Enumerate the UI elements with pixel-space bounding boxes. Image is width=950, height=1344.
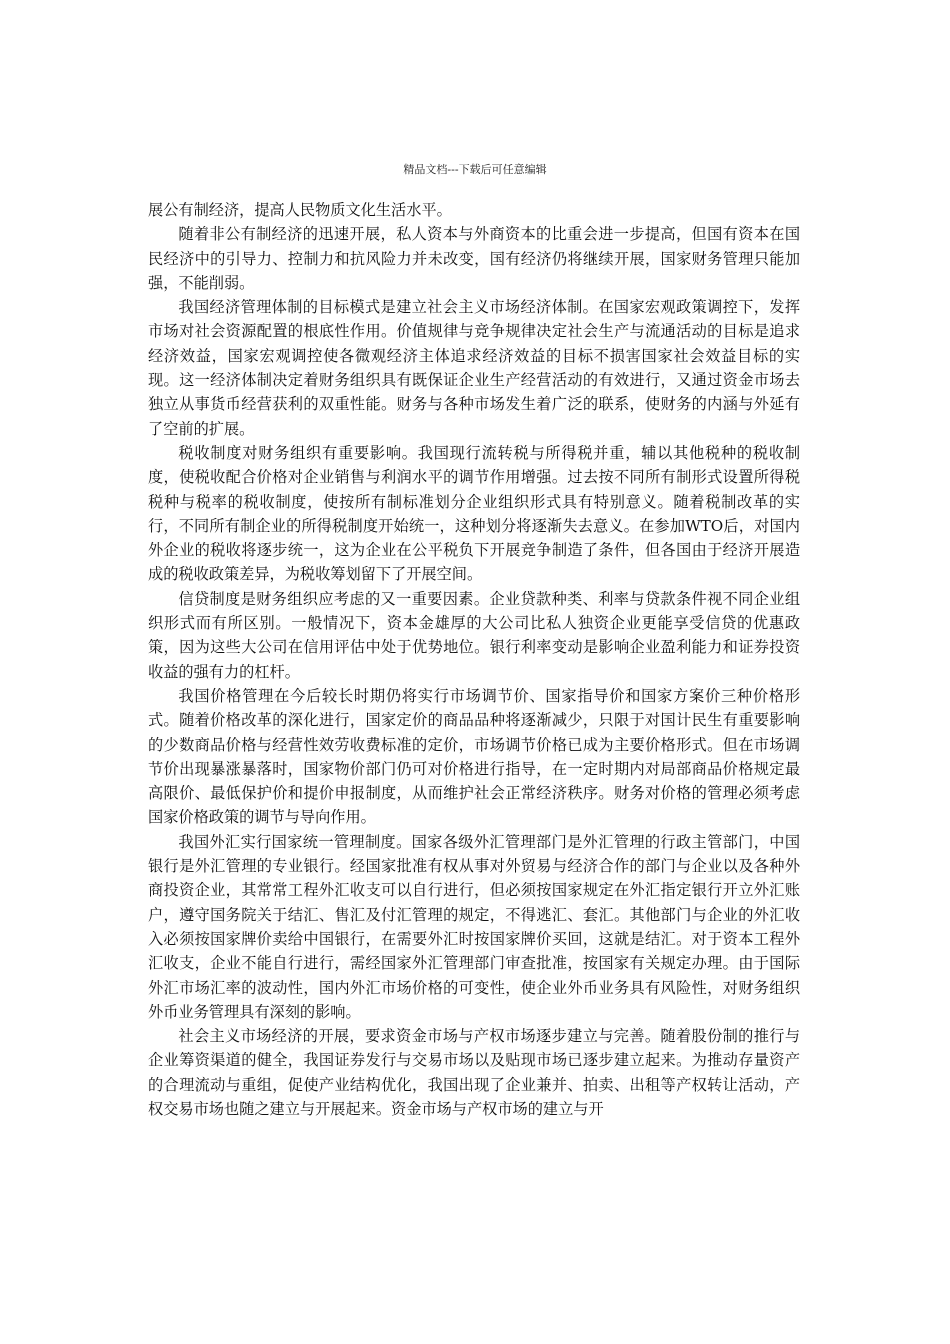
document-body: [148, 198, 800, 1121]
paragraph: 我国外汇实行国家统一管理制度。国家各级外汇管理部门是外汇管理的行政主管部门，中国银行是外汇管理的专业银行。经国家批准有权从事对外贸易与经济合作的部门与企业以及各种外商投资企业，其常常工程外汇收支可以自行进行，但必须按国家规定在外汇指定银行开立外汇账户，遵守国务院关于结汇、售汇及付汇管理的规定，不得逃汇、套汇。其他部门与企业的外汇收入必须按国家牌价卖给中国银行，在需要外汇时按国家牌价买回，这就是结汇。对于资本工程外汇收支，企业不能自行进行，需经国家外汇管理部门审查批准，按国家有关规定办理。由于国际外汇市场汇率的波动性，国内外汇市场价格的可变性，使企业外币业务具有风险性，对财务组织外币业务管理具有深刻的影响。: [148, 832, 800, 1021]
paragraph: 随着非公有制经济的迅速开展，私人资本与外商资本的比重会进一步提高，但国有资本在国民经济中的引导力、控制力和抗风险力并未改变，国有经济仍将继续开展，国家财务管理只能加强，不能削弱。: [148, 225, 800, 292]
paragraph: 我国经济管理体制的目标模式是建立社会主义市场经济体制。在国家宏观政策调控下，发挥市场对社会资源配置的根底性作用。价值规律与竞争规律决定社会生产与流通活动的目标是追求经济效益，国家宏观调控使各微观经济主体追求经济效益的目标不损害国家社会效益目标的实现。这一经济体制决定着财务组织具有既保证企业生产经营活动的有效进行，又通过资金市场去独立从事货币经营获利的双重性能。财务与各种市场发生着广泛的联系，使财务的内涵与外延有了空前的扩展。: [148, 298, 800, 438]
paragraph-continuation: 展公有制经济，提高人民物质文化生活水平。: [148, 201, 452, 219]
page-header: 精品文档---下载后可任意编辑: [403, 163, 547, 176]
paragraph: 我国价格管理在今后较长时期仍将实行市场调节价、国家指导价和国家方案价三种价格形式。随着价格改革的深化进行，国家定价的商品品种将逐渐减少，只限于对国计民生有重要影响的少数商品价格与经营性效劳收费标准的定价，市场调节价格已成为主要价格形式。但在市场调节价出现暴涨暴落时，国家物价部门仍可对价格进行指导，在一定时期内对局部商品价格规定最高限价、最低保护价和提价申报制度，从而维护社会正常经济秩序。财务对价格的管理必须考虑国家价格政策的调节与导向作用。: [148, 686, 800, 827]
paragraph: 信贷制度是财务组织应考虑的又一重要因素。企业贷款种类、利率与贷款条件视不同企业组织形式而有所区别。一般情况下，资本金雄厚的大公司比私人独资企业更能享受信贷的优惠政策，因为这些大公司在信用评估中处于优势地位。银行利率变动是影响企业盈利能力和证券投资收益的强有力的杠杆。: [148, 589, 800, 681]
paragraph: 社会主义市场经济的开展，要求资金市场与产权市场逐步建立与完善。随着股份制的推行与企业筹资渠道的健全，我国证券发行与交易市场以及贴现市场已逐步建立起来。为推动存量资产的合理流动与重组，促使产业结构优化，我国出现了企业兼并、拍卖、出租等产权转让活动，产权交易市场也随之建立与开展起来。资金市场与产权市场的建立与开: [148, 1027, 800, 1118]
paragraph: 税收制度对财务组织有重要影响。我国现行流转税与所得税并重，辅以其他税种的税收制度，使税收配合价格对企业销售与利润水平的调节作用增强。过去按不同所有制形式设置所得税税种与税率的税收制度，使按所有制标准划分企业组织形式具有特别意义。随着税制改革的实行，不同所有制企业的所得税制度开始统一，这种划分将逐渐失去意义。在参加WTO后，对国内外企业的税收将逐步统一，这为企业在公平税负下开展竞争制造了条件，但各国由于经济开展造成的税收政策差异，为税收筹划留下了开展空间。: [148, 443, 800, 584]
